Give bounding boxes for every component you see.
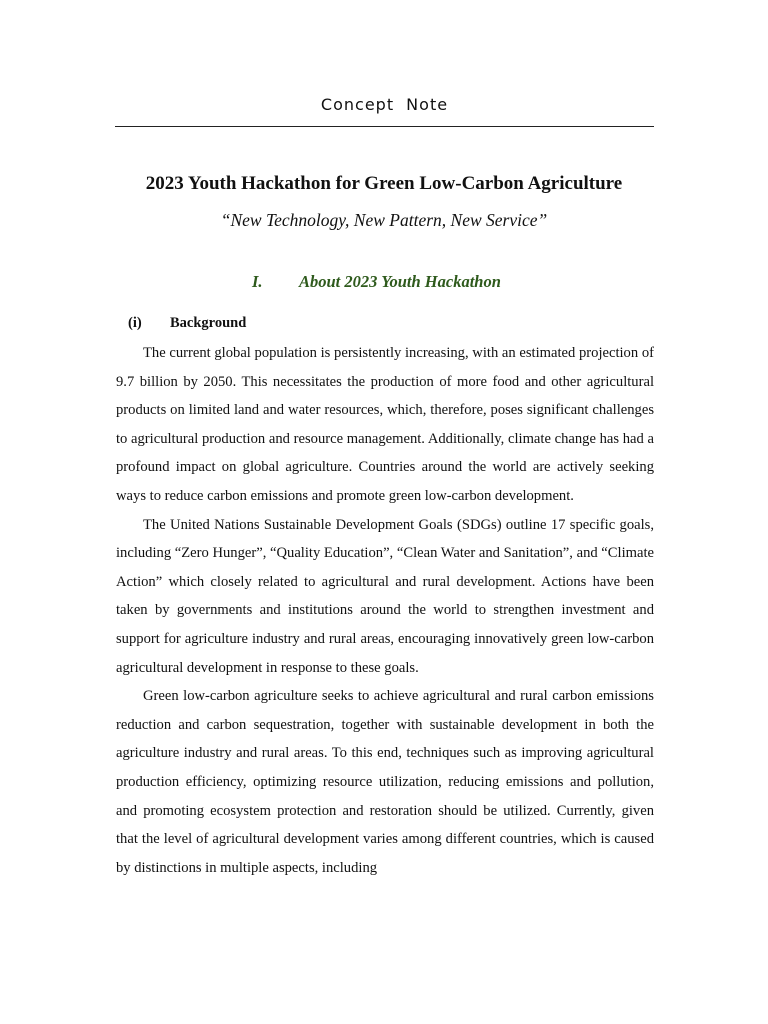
subsection-title: Background [170, 315, 247, 331]
header-divider [115, 126, 654, 127]
subsection-number: (i) [128, 315, 142, 331]
paragraph: Green low-carbon agriculture seeks to achieve agricultural and rural carbon emissions reduction and carbon sequestration, together with sustainable development in both the agriculture industry and rural areas. To this end, techniques such as improving agricultural production efficiency, optimizing resource utilization, reducing emissions and pollution, and promoting ecosystem protection and restoration should be utilized. Currently, given that the level of agricultural development varies among different countries, which is caused by distinctions in multiple aspects, including [116, 688, 654, 876]
paragraph: The current global population is persistently increasing, with an estimated projection of 9.7 billion by 2050. This necessitates the production of more food and other agricultural products on limited land and water resources, which, therefore, poses significant challenges to agricultural production and resource management. Additionally, climate change has had a profound impact on global agriculture. Countries around the world are actively seeking ways to reduce carbon emissions and promote green low-carbon development. [116, 345, 654, 504]
document-title: 2023 Youth Hackathon for Green Low-Carbon Agriculture [145, 173, 623, 194]
header-label: Concept Note [320, 95, 449, 114]
section-number: I. [252, 272, 263, 291]
paragraph: The United Nations Sustainable Development Goals (SDGs) outline 17 specific goals, including “Zero Hunger”, “Quality Education”, “Clean Water and Sanitation”, and “Climate Action” which closely related to agricultural and rural development. Actions have been taken by governments and institutions around the world to strengthen investment and support for agriculture industry and rural areas, encouraging innovatively green low-carbon agricultural development in response to these goals. [116, 516, 654, 676]
section-title: About 2023 Youth Hackathon [299, 272, 501, 291]
document-subtitle: “New Technology, New Pattern, New Service” [220, 210, 548, 230]
body-text [116, 339, 654, 882]
